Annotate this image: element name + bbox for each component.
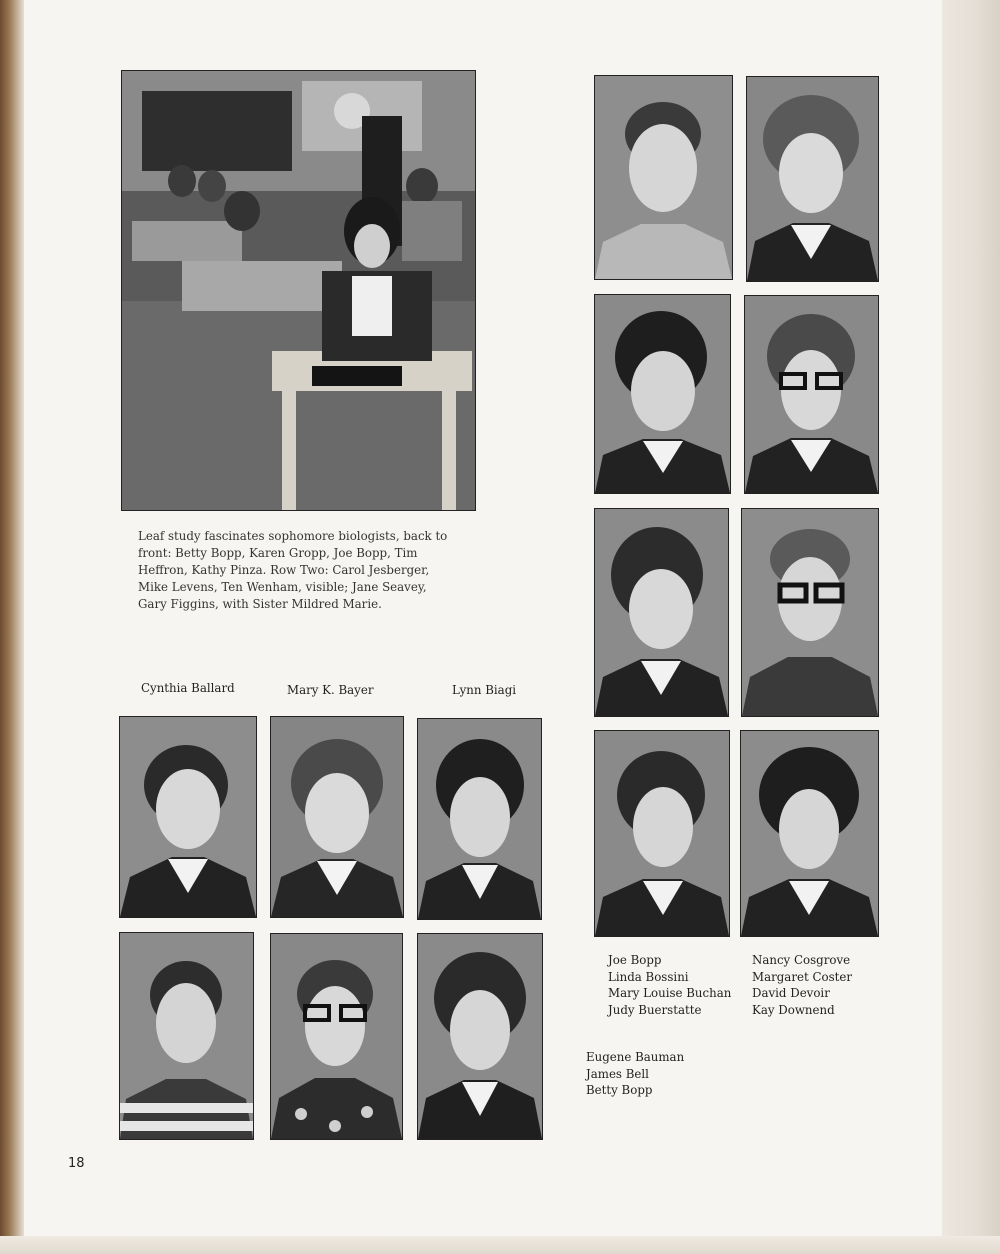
portrait-photo	[594, 75, 733, 280]
portrait-label-lynn-biagi: Lynn Biagi	[452, 683, 517, 697]
left-binding-edge	[0, 0, 24, 1254]
list-item: James Bell	[586, 1066, 649, 1081]
list-item: David Devoir	[752, 986, 830, 1000]
portrait-photo	[417, 933, 543, 1140]
classroom-photo	[121, 70, 476, 511]
yearbook-page	[24, 0, 942, 1236]
list-item: Kay Downend	[752, 1002, 835, 1017]
right-grid-names-column-2	[752, 952, 852, 1018]
list-item: Judy Buerstatte	[608, 1002, 702, 1017]
portrait-photo	[417, 718, 542, 920]
right-page-edge	[941, 0, 1000, 1254]
portrait-photo	[744, 295, 879, 494]
portrait-photo	[746, 76, 879, 282]
classroom-photo-caption: Leaf study fascinates sophomore biologists, back to front: Betty Bopp, Karen Gropp, Joe Bopp, Tim Heffron, Kathy Pinza. Row Two: Carol Jesberger, Mike Levens, Ten Wenham, visible; Jane Seavey, Gary Figgins, with Sister Mildred Marie.	[138, 529, 448, 611]
portrait-label-mary-k-bayer: Mary K. Bayer	[287, 683, 374, 697]
portrait-photo	[270, 716, 404, 918]
list-item: Nancy Cosgrove	[752, 953, 851, 967]
portrait-label-cynthia-ballard: Cynthia Ballard	[141, 681, 235, 695]
portrait-photo	[594, 294, 731, 494]
portrait-photo	[741, 508, 879, 717]
list-item: Eugene Bauman	[586, 1050, 685, 1064]
list-item: Linda Bossini	[608, 969, 689, 984]
portrait-photo	[270, 933, 403, 1140]
list-item: Margaret Coster	[752, 969, 852, 984]
left-grid-bottom-row-names	[586, 1049, 684, 1099]
list-item: Joe Bopp	[608, 953, 662, 967]
page-number: 18	[68, 1156, 85, 1171]
portrait-photo	[740, 730, 879, 937]
portrait-photo	[594, 508, 729, 717]
list-item: Betty Bopp	[586, 1083, 653, 1097]
right-grid-names-column-1	[608, 952, 731, 1018]
list-item: Mary Louise Buchan	[608, 986, 732, 1000]
portrait-photo	[594, 730, 730, 937]
portrait-photo	[119, 716, 257, 918]
portrait-photo	[119, 932, 254, 1140]
bottom-page-edge	[0, 1236, 1000, 1254]
